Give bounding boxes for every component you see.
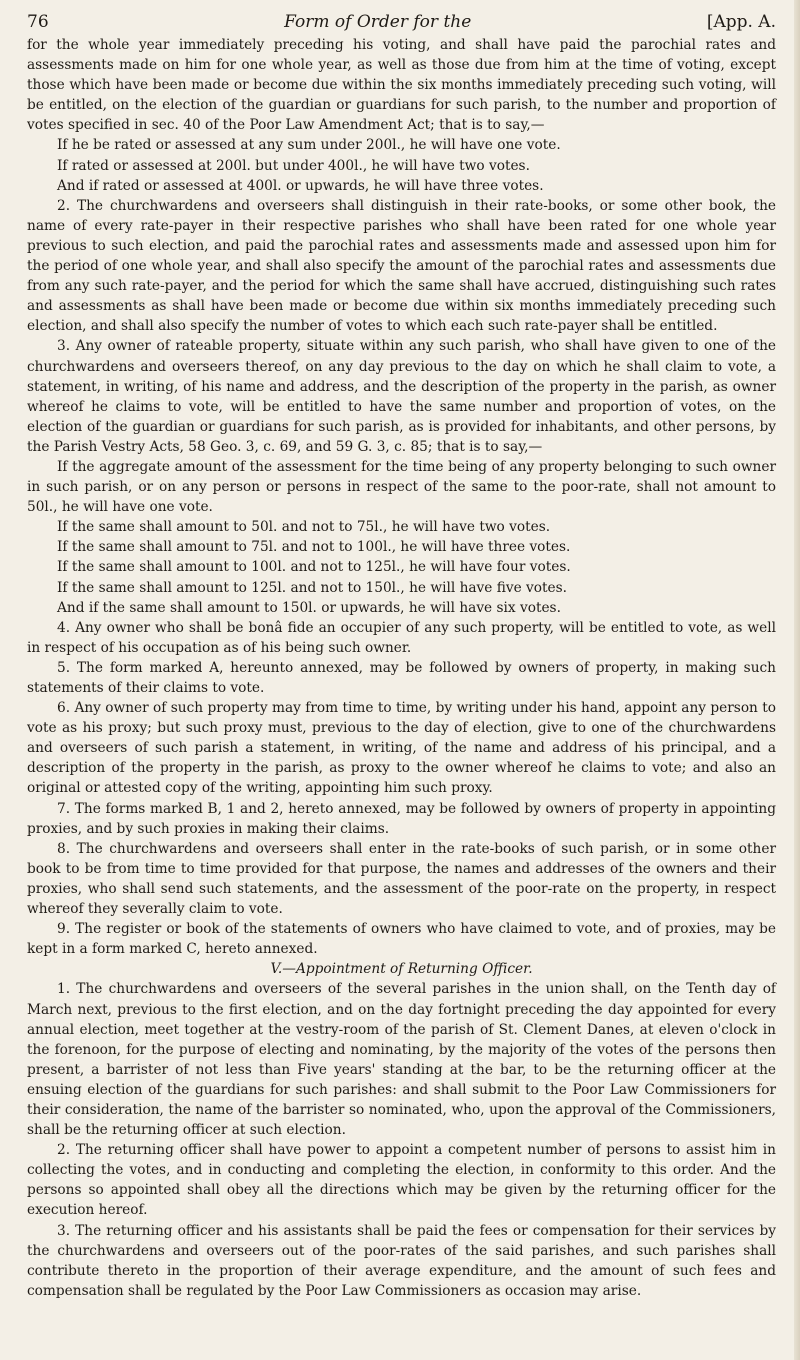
- page-edge-shadow: [794, 0, 800, 1360]
- body-text: [27, 35, 776, 1301]
- paragraph: 8. The churchwardens and overseers shall enter in the rate-books of such parish, or in some other book to be from time to time provided for that purpose, the names and addresses of the owners and their proxies, who shall send such statements, and the assessment of the poor-rate on the property, in respect whereof they severally claim to vote.: [27, 840, 776, 918]
- paragraph: If the same shall amount to 75l. and not to 100l., he will have three votes.: [57, 539, 571, 556]
- section-heading: V.—Appointment of Returning Officer.: [270, 961, 533, 978]
- paragraph: And if the same shall amount to 150l. or upwards, he will have six votes.: [57, 599, 561, 616]
- paragraph: If the aggregate amount of the assessment for the time being of any property belonging to such owner in such parish, or on any person or persons in respect of the same to the poor-rate, shall not amount to 50l., he will have one vote.: [27, 458, 776, 516]
- paragraph: 5. The form marked A, hereunto annexed, may be followed by owners of property, in making such statements of their claims to vote.: [27, 659, 776, 696]
- paragraph: for the whole year immediately preceding his voting, and shall have paid the parochial rates and assessments made on him for one whole year, as well as those due from him at the time of voting, except those which have been made or become due within the six months immediately preceding such voting, will be entitled, on the election of the guardian or guardians for such parish, to the number and proportion of votes specified in sec. 40 of the Poor Law Amendment Act; that is to say,—: [27, 37, 776, 134]
- paragraph: 1. The churchwardens and overseers of the several parishes in the union shall, on the Tenth day of March next, previous to the first election, and on the day fortnight preceding the day appointed for every annual election, meet together at the vestry-room of the parish of St. Clement Danes, at eleven o'clock in the forenoon, for the purpose of electing and nominating, by the majority of the votes of the persons then present, a barrister of not less than Five years' standing at the bar, to be the returning officer at the ensuing election of the guardians for such parishes: and shall submit to the Poor Law Commissioners for their consideration, the name of the barrister so nominated, who, upon the approval of the Commissioners, shall be the returning officer at such election.: [27, 981, 776, 1139]
- paragraph: And if rated or assessed at 400l. or upwards, he will have three votes.: [57, 177, 544, 194]
- running-header: [27, 10, 776, 34]
- paragraph: 2. The churchwardens and overseers shall distinguish in their rate-books, or some other book, the name of every rate-payer in their respective parishes who shall have been rated for one whole year previous to such election, and paid the parochial rates and assessments made and assessed upon him for the period of one whole year, and shall also specify the amount of the parochial rates and assessments due from any such rate-payer, and the period for which the same shall have accrued, distinguishing such rates and assessments as shall have been made or become due within six months immediately preceding such election, and shall also specify the number of votes to which each such rate-payer shall be entitled.: [27, 197, 776, 335]
- paragraph: If the same shall amount to 100l. and not to 125l., he will have four votes.: [57, 559, 571, 576]
- paragraph: If rated or assessed at 200l. but under 400l., he will have two votes.: [57, 157, 530, 174]
- appendix-label: [App. A.: [706, 12, 776, 32]
- page-number: 76: [27, 12, 49, 32]
- paragraph: 4. Any owner who shall be bonâ fide an occupier of any such property, will be entitled to vote, as well in respect of his occupation as of his being such owner.: [27, 619, 776, 656]
- paragraph: If he be rated or assessed at any sum under 200l., he will have one vote.: [57, 137, 561, 154]
- paragraph: If the same shall amount to 125l. and not to 150l., he will have five votes.: [57, 579, 567, 596]
- paragraph: 3. The returning officer and his assistants shall be paid the fees or compensation for their services by the churchwardens and overseers out of the poor-rates of the said parishes, and such parishes shall contribute thereto in the proportion of their average expenditure, and the amount of such fees and compensation shall be regulated by the Poor Law Commissioners as occasion may arise.: [27, 1222, 776, 1299]
- paragraph: 2. The returning officer shall have power to appoint a competent number of persons to assist him in collecting the votes, and in conducting and completing the election, in conformity to this order. And the persons so appointed shall obey all the directions which may be given by the returning officer for the execution hereof.: [27, 1142, 776, 1219]
- paragraph: 3. Any owner of rateable property, situate within any such parish, who shall have given to one of the churchwardens and overseers thereof, on any day previous to the day on which he shall claim to vote, a statement, in writing, of his name and address, and the description of the property in the parish, as owner whereof he claims to vote, will be entitled to have the same number and proportion of votes, on the election of the guardian or guardians for such parish, as is provided for inhabitants, and other persons, by the Parish Vestry Acts, 58 Geo. 3, c. 69, and 59 G. 3, c. 85; that is to say,—: [27, 338, 776, 455]
- paragraph: 7. The forms marked B, 1 and 2, hereto annexed, may be followed by owners of property in appointing proxies, and by such proxies in making their claims.: [27, 800, 776, 837]
- paragraph: If the same shall amount to 50l. and not to 75l., he will have two votes.: [57, 519, 551, 536]
- paragraph: 9. The register or book of the statements of owners who have claimed to vote, and of proxies, may be kept in a form marked C, hereto annexed.: [27, 921, 776, 958]
- paragraph: 6. Any owner of such property may from time to time, by writing under his hand, appoint any person to vote as his proxy; but such proxy must, previous to the day of election, give to one of the churchwardens and overseers of such parish a statement, in writing, of the name and address of his principal, and a description of the property in the parish, as proxy to the owner whereof he claims to vote; and also an original or attested copy of the writing, appointing him such proxy.: [27, 700, 776, 797]
- running-title: Form of Order for the: [284, 12, 472, 32]
